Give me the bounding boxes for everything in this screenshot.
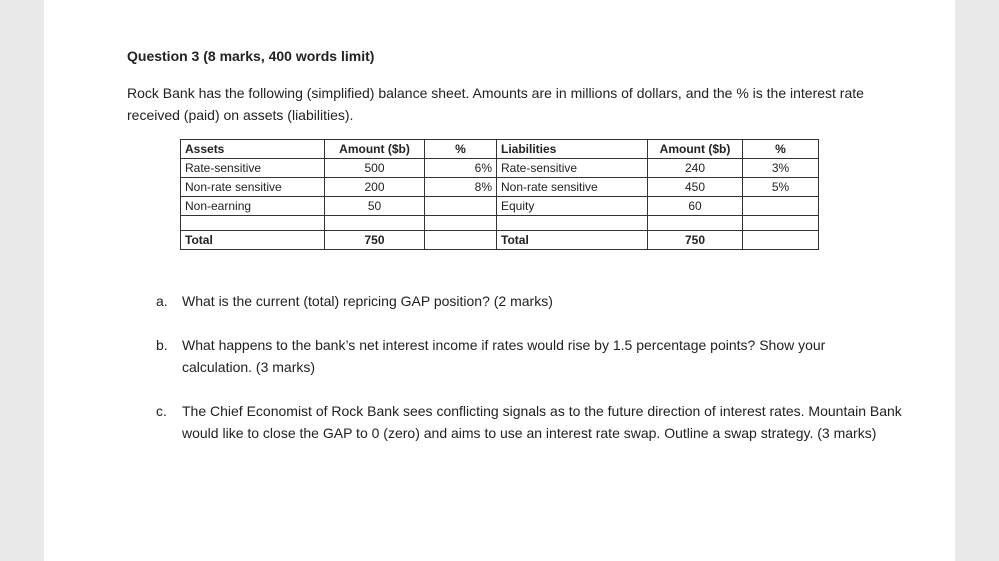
total-liabilities-amount: 750 xyxy=(648,231,743,250)
header-liabilities-rate: % xyxy=(743,140,819,159)
part-label: a. xyxy=(156,293,168,309)
question-part-a xyxy=(156,290,553,312)
header-assets-rate: % xyxy=(425,140,497,159)
balance-sheet-table xyxy=(180,139,819,250)
question-part-b xyxy=(156,334,886,378)
table-cell: 6% xyxy=(425,159,497,178)
table-cell: Non-rate sensitive xyxy=(497,178,648,197)
total-assets-amount: 750 xyxy=(325,231,425,250)
header-liabilities: Liabilities xyxy=(497,140,648,159)
table-cell: 450 xyxy=(648,178,743,197)
part-text: What is the current (total) repricing GAP position? (2 marks) xyxy=(182,293,553,309)
table-cell xyxy=(743,231,819,250)
table-cell: 8% xyxy=(425,178,497,197)
table-cell: Non-earning xyxy=(181,197,325,216)
document-page xyxy=(44,0,955,561)
table-cell xyxy=(743,216,819,231)
table-cell xyxy=(425,216,497,231)
table-cell: Rate-sensitive xyxy=(497,159,648,178)
table-cell xyxy=(425,231,497,250)
header-liabilities-amount: Amount ($b) xyxy=(648,140,743,159)
question-part-c xyxy=(156,400,902,444)
table-cell: 200 xyxy=(325,178,425,197)
table-empty-row xyxy=(181,216,819,231)
table-row xyxy=(181,197,819,216)
table-cell: 60 xyxy=(648,197,743,216)
table-header-row xyxy=(181,140,819,159)
table-cell: 240 xyxy=(648,159,743,178)
part-text: What happens to the bank’s net interest income if rates would rise by 1.5 percentage points? Show your calculation. (3 marks) xyxy=(182,337,826,375)
part-label: b. xyxy=(156,337,168,353)
table-cell: 50 xyxy=(325,197,425,216)
total-assets-label: Total xyxy=(181,231,325,250)
part-label: c. xyxy=(156,403,167,419)
table-cell: Equity xyxy=(497,197,648,216)
table-cell: 5% xyxy=(743,178,819,197)
table-row xyxy=(181,178,819,197)
header-assets-amount: Amount ($b) xyxy=(325,140,425,159)
table-cell: 3% xyxy=(743,159,819,178)
table-total-row xyxy=(181,231,819,250)
table-cell: 500 xyxy=(325,159,425,178)
table-cell xyxy=(425,197,497,216)
header-assets: Assets xyxy=(181,140,325,159)
table-cell xyxy=(648,216,743,231)
table-row xyxy=(181,159,819,178)
question-title: Question 3 (8 marks, 400 words limit) xyxy=(127,48,375,64)
table-cell xyxy=(325,216,425,231)
question-intro: Rock Bank has the following (simplified) balance sheet. Amounts are in millions of dollars, and the % is the interest rate received (paid) on assets (liabilities). xyxy=(127,85,864,123)
part-text: The Chief Economist of Rock Bank sees conflicting signals as to the future direction of interest rates. Mountain Bank would like to close the GAP to 0 (zero) and aims to use an interest rate swap. Outline a swap strategy. (3 marks) xyxy=(182,403,902,441)
table-cell xyxy=(743,197,819,216)
table-cell: Rate-sensitive xyxy=(181,159,325,178)
total-liabilities-label: Total xyxy=(497,231,648,250)
table-cell: Non-rate sensitive xyxy=(181,178,325,197)
table-cell xyxy=(181,216,325,231)
table-cell xyxy=(497,216,648,231)
